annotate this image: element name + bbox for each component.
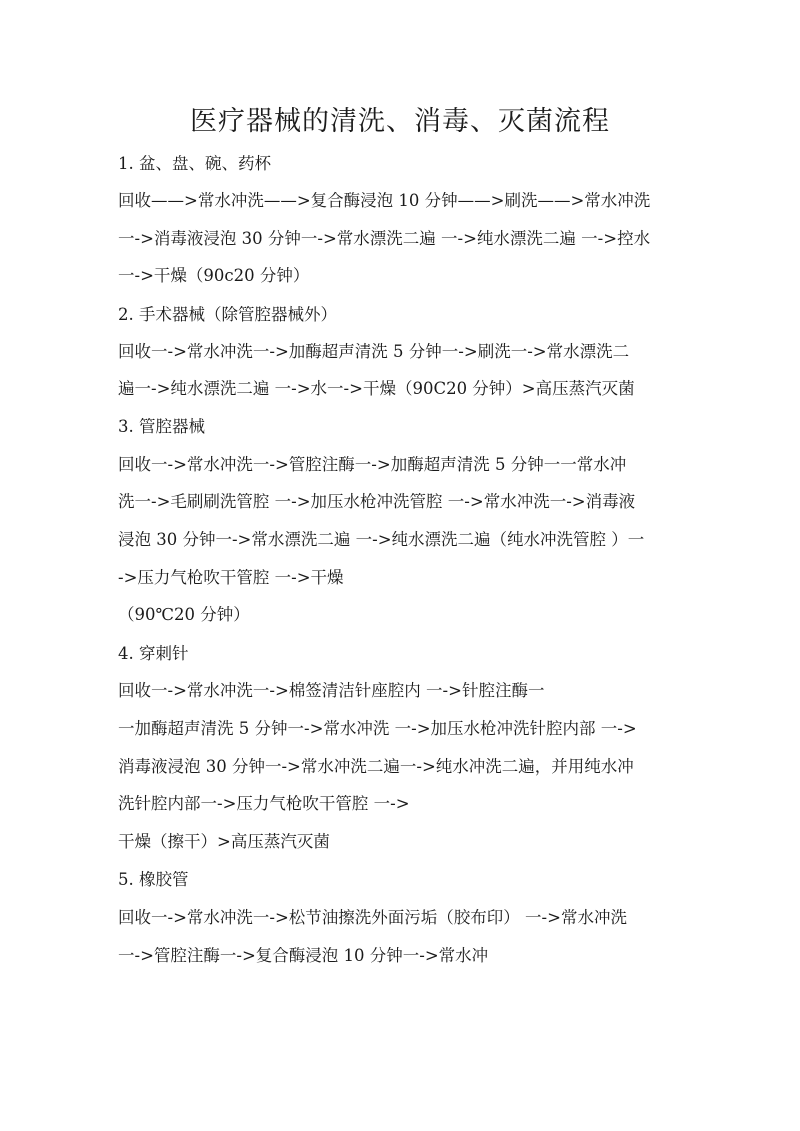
section-heading-2: 2. 手术器械（除管腔器械外） bbox=[118, 305, 337, 324]
document-title: 医疗器械的清洗、消毒、灭菌流程 bbox=[190, 106, 610, 137]
paragraph-line: 消毒液浸泡 30 分钟一->常水冲洗二遍一->纯水冲洗二遍，并用纯水冲 bbox=[118, 757, 634, 776]
paragraph-line: 回收一->常水冲洗一->加酶超声清洗 5 分钟一->刷洗一->常水漂洗二 bbox=[118, 342, 630, 361]
paragraph-line: 遍一->纯水漂洗二遍 一->水一->干燥（90C20 分钟）>高压蒸汽灭菌 bbox=[118, 379, 635, 398]
paragraph-line: 洗针腔内部一->压力气枪吹干管腔 一-> bbox=[118, 794, 410, 813]
paragraph-line: （90℃20 分钟） bbox=[118, 605, 250, 624]
paragraph-line: 回收一->常水冲洗一->管腔注酶一->加酶超声清洗 5 分钟一一常水冲 bbox=[118, 455, 627, 474]
paragraph-line: 一加酶超声清洗 5 分钟一->常水冲洗 一->加压水枪冲洗针腔内部 一-> bbox=[118, 719, 637, 738]
paragraph-line: ->压力气枪吹干管腔 一->干燥 bbox=[118, 568, 344, 587]
paragraph-line: 一->干燥（90c20 分钟） bbox=[118, 266, 310, 285]
paragraph-line: 一->管腔注酶一->复合酶浸泡 10 分钟一->常水冲 bbox=[118, 946, 489, 965]
paragraph-line: 回收一->常水冲洗一->棉签清洁针座腔内 一->针腔注酶一 bbox=[118, 681, 545, 700]
paragraph-line: 回收一->常水冲洗一->松节油擦洗外面污垢（胶布印） 一->常水冲洗 bbox=[118, 908, 627, 927]
section-heading-4: 4. 穿刺针 bbox=[118, 644, 189, 663]
paragraph-line: 一->消毒液浸泡 30 分钟一->常水漂洗二遍 一->纯水漂洗二遍 一->控水 bbox=[118, 229, 651, 248]
paragraph-line: 干燥（擦干）>高压蒸汽灭菌 bbox=[118, 832, 330, 851]
section-heading-3: 3. 管腔器械 bbox=[118, 417, 205, 436]
section-heading-5: 5. 橡胶管 bbox=[118, 870, 189, 889]
paragraph-line: 浸泡 30 分钟一->常水漂洗二遍 一->纯水漂洗二遍（纯水冲洗管腔 ）一 bbox=[118, 530, 645, 549]
paragraph-line: 回收——>常水冲洗——>复合酶浸泡 10 分钟——>刷洗——>常水冲洗 bbox=[118, 191, 651, 210]
section-heading-1: 1. 盆、盘、碗、药杯 bbox=[118, 154, 271, 173]
paragraph-line: 洗一->毛刷刷洗管腔 一->加压水枪冲洗管腔 一->常水冲洗一->消毒液 bbox=[118, 492, 636, 511]
